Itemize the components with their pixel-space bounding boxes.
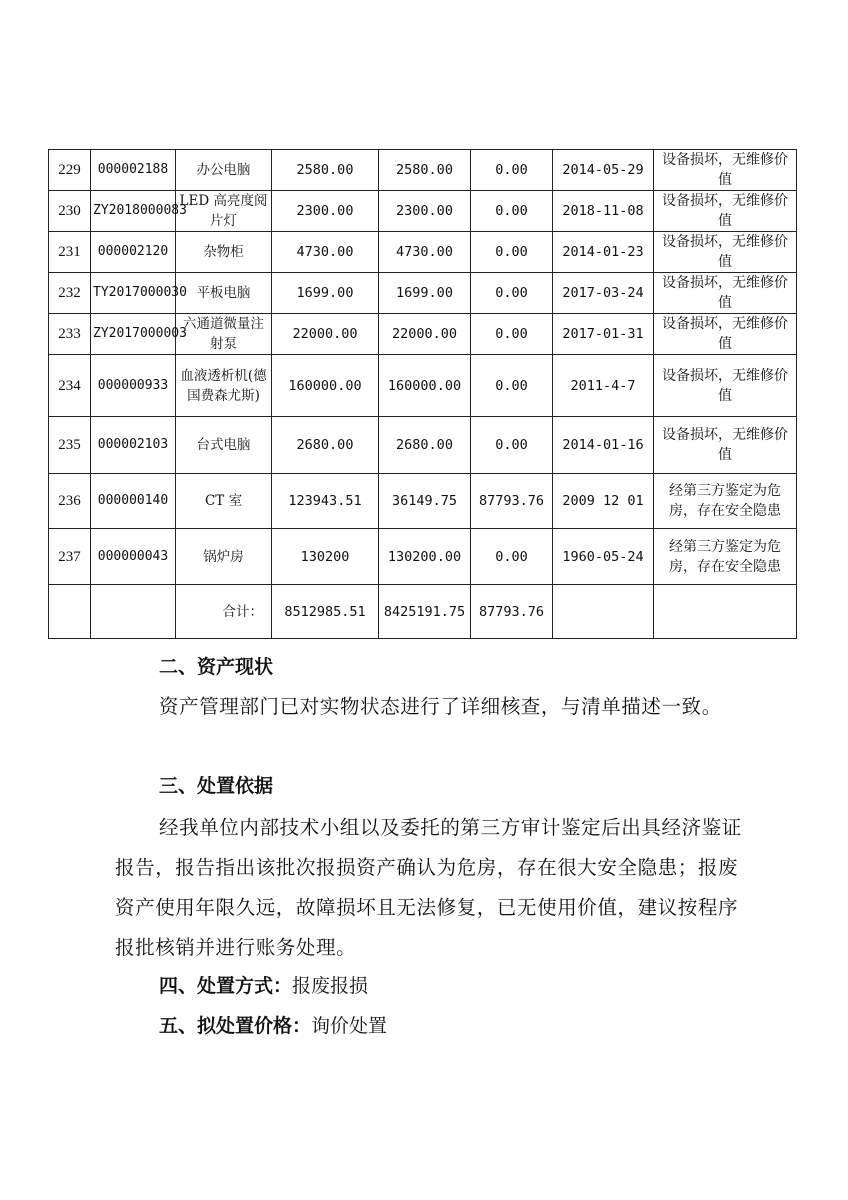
section-heading-method xyxy=(159,966,368,1006)
accumulated-depreciation: 2680.00 xyxy=(379,417,471,474)
row-index: 237 xyxy=(49,529,91,585)
row-index: 229 xyxy=(49,150,91,191)
section-heading-price xyxy=(159,1006,387,1046)
section-heading-status: 二、资产现状 xyxy=(159,656,274,678)
empty-cell xyxy=(654,585,797,639)
asset-name: LED 高亮度阅片灯 xyxy=(176,191,272,232)
accumulated-depreciation: 130200.00 xyxy=(379,529,471,585)
row-index: 231 xyxy=(49,232,91,273)
row-index: 235 xyxy=(49,417,91,474)
remark: 设备损坏，无维修价值 xyxy=(654,232,797,273)
method-value: 报废报损 xyxy=(292,975,369,997)
original-value: 123943.51 xyxy=(272,474,379,529)
asset-name: 六通道微量注射泵 xyxy=(176,314,272,355)
table-row xyxy=(49,355,797,417)
acquisition-date: 2014-05-29 xyxy=(553,150,654,191)
accumulated-depreciation: 2580.00 xyxy=(379,150,471,191)
original-value: 4730.00 xyxy=(272,232,379,273)
remark: 经第三方鉴定为危房，存在安全隐患 xyxy=(654,529,797,585)
status-text: 资产管理部门已对实物状态进行了详细核查，与清单描述一致。 xyxy=(159,695,722,718)
table-row xyxy=(49,273,797,314)
net-value: 0.00 xyxy=(471,417,553,474)
acquisition-date: 2017-03-24 xyxy=(553,273,654,314)
net-value: 0.00 xyxy=(471,314,553,355)
remark: 设备损坏，无维修价值 xyxy=(654,355,797,417)
acquisition-date: 2014-01-16 xyxy=(553,417,654,474)
asset-code: 000000043 xyxy=(91,529,176,585)
asset-table xyxy=(48,149,797,639)
table-row xyxy=(49,529,797,585)
accumulated-depreciation: 160000.00 xyxy=(379,355,471,417)
acquisition-date: 1960-05-24 xyxy=(553,529,654,585)
asset-name: 血液透析机(德国费森尤斯) xyxy=(176,355,272,417)
total-net-value: 87793.76 xyxy=(471,585,553,639)
empty-cell xyxy=(91,585,176,639)
table-row xyxy=(49,417,797,474)
acquisition-date: 2011-4-7 xyxy=(553,355,654,417)
remark: 设备损坏，无维修价值 xyxy=(654,150,797,191)
remark: 设备损坏，无维修价值 xyxy=(654,417,797,474)
net-value: 0.00 xyxy=(471,191,553,232)
remark: 经第三方鉴定为危房，存在安全隐患 xyxy=(654,474,797,529)
basis-text: 经我单位内部技术小组以及委托的第三方审计鉴定后出具经济鉴证报告，报告指出该批次报损资产确认为危房，存在很大安全隐患；报废资产使用年限久远，故障损坏且无法修复，已无使用价值，建议按程序报批核销并进行账务处理。 xyxy=(115,816,742,959)
net-value: 0.00 xyxy=(471,355,553,417)
total-depreciation: 8425191.75 xyxy=(379,585,471,639)
accumulated-depreciation: 1699.00 xyxy=(379,273,471,314)
total-original-value: 8512985.51 xyxy=(272,585,379,639)
original-value: 130200 xyxy=(272,529,379,585)
row-index: 230 xyxy=(49,191,91,232)
net-value: 0.00 xyxy=(471,232,553,273)
table-row xyxy=(49,474,797,529)
table-row xyxy=(49,232,797,273)
remark: 设备损坏，无维修价值 xyxy=(654,273,797,314)
row-index: 233 xyxy=(49,314,91,355)
asset-code: 000000140 xyxy=(91,474,176,529)
table-row xyxy=(49,314,797,355)
asset-code: 000002103 xyxy=(91,417,176,474)
asset-code: ZY2017000003 xyxy=(91,314,176,355)
net-value: 0.00 xyxy=(471,529,553,585)
price-value: 询价处置 xyxy=(311,1015,388,1037)
asset-name: 锅炉房 xyxy=(176,529,272,585)
net-value: 87793.76 xyxy=(471,474,553,529)
total-row xyxy=(49,585,797,639)
acquisition-date: 2017-01-31 xyxy=(553,314,654,355)
accumulated-depreciation: 22000.00 xyxy=(379,314,471,355)
status-paragraph xyxy=(115,687,755,727)
price-label: 五、拟处置价格： xyxy=(159,1015,312,1037)
asset-name: 办公电脑 xyxy=(176,150,272,191)
acquisition-date: 2014-01-23 xyxy=(553,232,654,273)
asset-code: 000000933 xyxy=(91,355,176,417)
asset-code: ZY2018000083 xyxy=(91,191,176,232)
remark: 设备损坏，无维修价值 xyxy=(654,191,797,232)
original-value: 2680.00 xyxy=(272,417,379,474)
empty-cell xyxy=(553,585,654,639)
original-value: 1699.00 xyxy=(272,273,379,314)
accumulated-depreciation: 2300.00 xyxy=(379,191,471,232)
row-index: 234 xyxy=(49,355,91,417)
net-value: 0.00 xyxy=(471,150,553,191)
acquisition-date: 2018-11-08 xyxy=(553,191,654,232)
basis-paragraph xyxy=(115,808,755,968)
asset-code: 000002120 xyxy=(91,232,176,273)
original-value: 22000.00 xyxy=(272,314,379,355)
accumulated-depreciation: 4730.00 xyxy=(379,232,471,273)
accumulated-depreciation: 36149.75 xyxy=(379,474,471,529)
total-label: 合计： xyxy=(176,585,272,639)
asset-name: 台式电脑 xyxy=(176,417,272,474)
table-row xyxy=(49,150,797,191)
method-label: 四、处置方式： xyxy=(159,975,293,997)
acquisition-date: 2009 12 01 xyxy=(553,474,654,529)
asset-code: 000002188 xyxy=(91,150,176,191)
row-index: 236 xyxy=(49,474,91,529)
original-value: 2300.00 xyxy=(272,191,379,232)
asset-name: 平板电脑 xyxy=(176,273,272,314)
original-value: 160000.00 xyxy=(272,355,379,417)
asset-code: TY2017000030 xyxy=(91,273,176,314)
remark: 设备损坏，无维修价值 xyxy=(654,314,797,355)
net-value: 0.00 xyxy=(471,273,553,314)
table-row xyxy=(49,191,797,232)
asset-name: 杂物柜 xyxy=(176,232,272,273)
original-value: 2580.00 xyxy=(272,150,379,191)
empty-cell xyxy=(49,585,91,639)
section-heading-basis: 三、处置依据 xyxy=(159,775,274,797)
row-index: 232 xyxy=(49,273,91,314)
asset-name: CT 室 xyxy=(176,474,272,529)
